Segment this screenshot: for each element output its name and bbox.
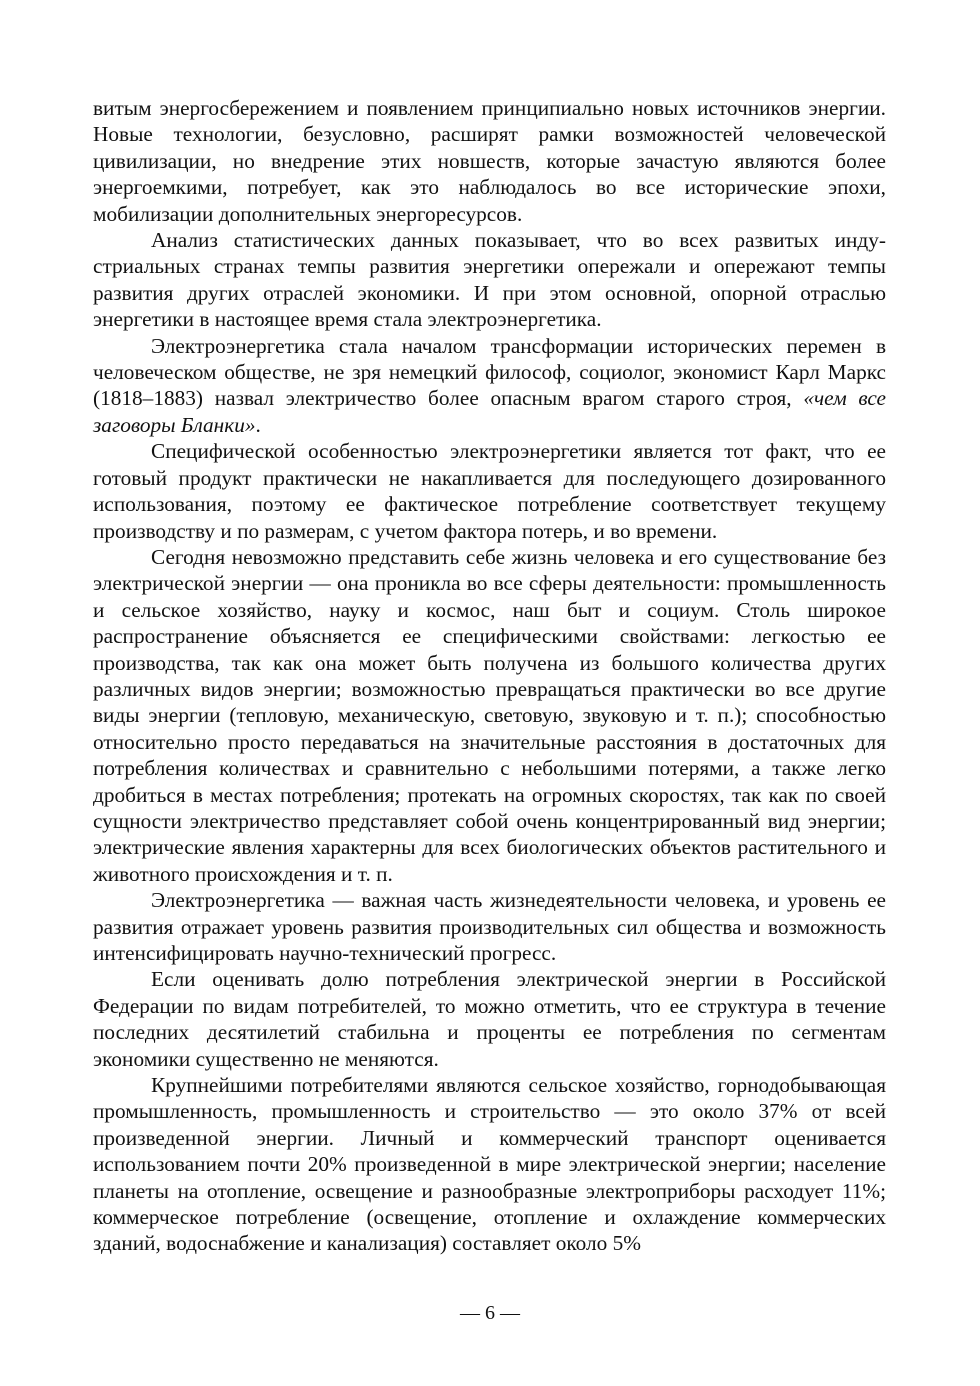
paragraph-2: Анализ статистических данных показывает, что во всех развитых индустриальных странах темпы развития энергетики опережали и опережают темпы развития других отраслей экономики. И при этом основной, опорной отраслью энергетики в настоящее время стала электроэнергетика.: [93, 228, 886, 332]
paragraph-3: [93, 333, 886, 439]
paragraph-5: Сегодня невозможно представить себе жизнь человека и его существование без электрической энергии — она проникла во все сферы деятельности: промышленность и сельское хозяйство, науку и космос, наш быт и социум. Столь широкое распространение объясняется ее специфическими свойствами: легкостью ее производства, так как она может быть получена из большого количества других различных видов энергии; возможностью превращаться практически во все другие виды энергии (тепловую, механическую, световую, звуковую и т. п.); способностью относительно просто передаваться на значительные расстояния в достаточных для потребления количествах и сравнительно с небольшими потерями, а также легко дробиться в местах потребления; протекать на огромных скоростях, так как по своей сущности электричество представляет собой очень концентрированный вид энергии; электрические явления характерны для всех биологических объектов растительного и животного происхождения и т. п.: [93, 544, 886, 886]
body-text: [93, 95, 886, 1257]
paragraph-3-end: .: [255, 412, 261, 437]
paragraph-3-quote: «чем все заговоры Бланки»: [93, 386, 886, 437]
paragraph-8: Крупнейшими потребителями являются сельское хозяйство, горнодобывающая промышленность, промышленность и строительство — это около 37% от всей произведенной энергии. Личный и коммерческий транспорт оценивается использованием почти 20% произведенной в мире электрической энергии; население планеты на отопление, освещение и разнообразные электроприборы расходует 11%; коммерческое потребление (освещение, отопление и охлаждение коммерческих зданий, водоснабжение и канализация) составляет около 5%: [93, 1073, 886, 1256]
page-number: — 6 —: [460, 1302, 520, 1324]
paragraph-7: Если оценивать долю потребления электрической энергии в Российской Федерации по видам потребителей, то можно отметить, что ее структура в течение последних десятилетий стабильна и проценты ее потребления по сегментам экономики существенно не меняются.: [93, 967, 886, 1071]
paragraph-6: Электроэнергетика — важная часть жизнедеятельности человека, и уровень ее развития отражает уровень развития производительных сил общества и возможность интенсифицировать научно-технический прогресс.: [93, 888, 886, 965]
paragraph-4: Специфической особенностью электроэнергетики является тот факт, что ее готовый продукт практически не накапливается для последующего дозированного использования, поэтому ее фактическое потребление соответствует текущему производству и по размерам, с учетом фактора потерь, и во времени.: [93, 439, 886, 543]
paragraph-1: витым энергосбережением и появлением принципиально новых источников энергии. Новые технологии, безусловно, расширят рамки возможностей человеческой цивилизации, но внедрение этих новшеств, которые зачастую являются более энергоемкими, потребует, как это наблюдалось во все исторические эпохи, мобилизации дополнительных энергоресурсов.: [93, 96, 886, 226]
paragraph-3-text: Электроэнергетика стала началом трансформации исторических перемен в человеческом обществе, не зря немецкий философ, социолог, экономист Карл Маркс (1818–1883) назвал электричество более опасным врагом старого строя,: [93, 333, 886, 411]
